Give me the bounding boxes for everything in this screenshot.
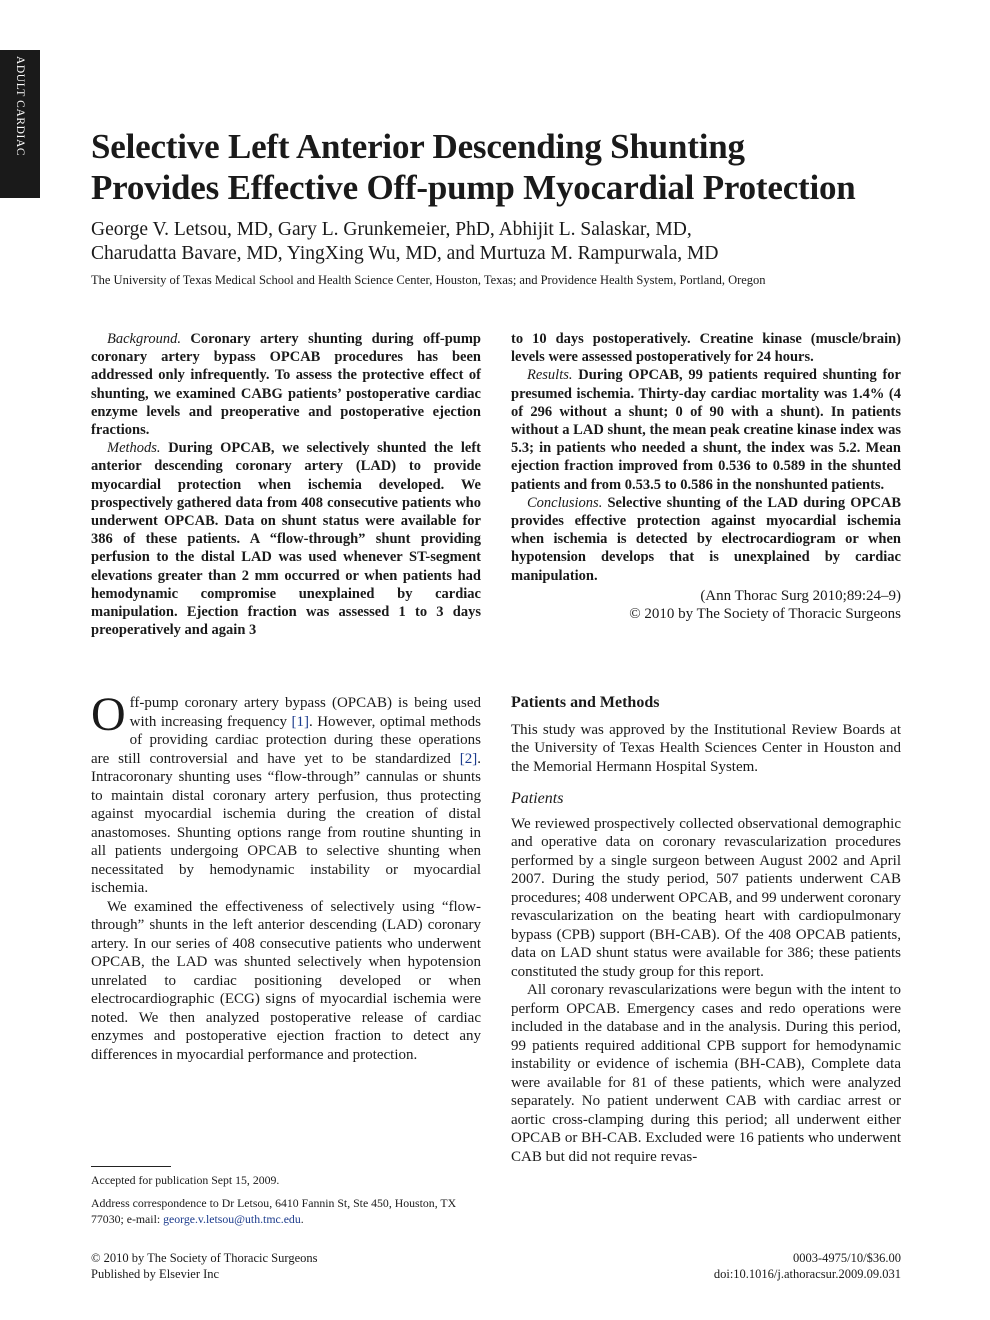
intro-column	[91, 688, 481, 1064]
methods-paragraph-2: We reviewed prospectively collected observational demographic and operative data on coronary revascularization procedures performed by a single surgeon between August 2002 and April 2007. During the study period, 507 patients underwent CAB procedures; 408 underwent OPCAB, and 99 underwent coronary revascularization on the beating heart with cardiopulmonary bypass (CPB) support (BH-CAB). Of the 408 OPCAB patients, data on LAD shunt status were available for 386; these patients constituted the study group for this report.	[511, 815, 901, 980]
abstract-right-column	[511, 330, 901, 623]
title-line-2: Provides Effective Off-pump Myocardial Protection	[91, 168, 856, 207]
abstract-left-column	[91, 330, 481, 639]
methods-heading: Patients and Methods	[511, 694, 660, 711]
author-list	[91, 218, 951, 266]
background-label: Background.	[107, 331, 181, 347]
footer-copyright: © 2010 by The Society of Thoracic Surgeons	[91, 1251, 318, 1265]
section-tab-label: ADULT CARDIAC	[14, 56, 26, 157]
footer-left	[91, 1250, 317, 1282]
footer-publisher: Published by Elsevier Inc	[91, 1267, 220, 1281]
abstract-results: Results. During OPCAB, 99 patients required shunting for presumed ischemia. Thirty-day cardiac mortality was 1.4% (4 of 296 without a shunt; 0 of 90 with a shunt). In patients without a LAD shunt, the mean peak creatine kinase index was 5.3; in patients who needed a shunt, the index was 5.2. Mean ejection fraction improved from 0.536 to 0.589 in the shunted patients and from 0.53.5 to 0.586 in the nonshunted patients.	[511, 367, 901, 493]
footer-doi: doi:10.1016/j.athoracsur.2009.09.031	[713, 1267, 901, 1281]
affiliation: The University of Texas Medical School and Health Science Center, Houston, Texas; and Providence Health System, Portland, Oregon	[91, 273, 766, 287]
abstract-background: Background. Coronary artery shunting during off-pump coronary artery bypass OPCAB procedures has been addressed only infrequently. To assess the protective effect of shunting, we examined CABG patients’ postoperative cardiac enzyme levels and preoperative and postoperative ejection fractions.	[91, 331, 481, 439]
methods-paragraph-1: This study was approved by the Institutional Review Boards at the University of Texas Health Sciences Center in Houston and the Memorial Hermann Hospital System.	[511, 721, 901, 775]
results-label: Results.	[527, 367, 573, 384]
citation: (Ann Thorac Surg 2010;89:24–9)	[700, 587, 901, 604]
methods-label: Methods.	[107, 440, 161, 457]
abstract-copyright: © 2010 by The Society of Thoracic Surgeons	[629, 606, 901, 623]
abstract-methods-continued: to 10 days postoperatively. Creatine kinase (muscle/brain) levels were assessed postoperatively for 24 hours.	[511, 331, 901, 366]
author-line-2: Charudatta Bavare, MD, YingXing Wu, MD, and Murtuza M. Rampurwala, MD	[91, 243, 719, 264]
footnote-divider	[91, 1166, 171, 1167]
drop-cap: O	[91, 688, 126, 741]
methods-column	[511, 694, 901, 1166]
conclusions-label: Conclusions.	[527, 494, 603, 511]
correspondence-note: Address correspondence to Dr Letsou, 6410 Fannin St, Ste 450, Houston, TX 77030; e-mail: george.v.letsou@uth.tmc.edu.	[91, 1196, 457, 1226]
intro-paragraph-2: We examined the effectiveness of selectively using “flow-through” shunts in the left anterior descending (LAD) coronary artery. In our series of 408 consecutive patients who underwent OPCAB, the LAD was shunted selectively when hypotension unrelated to cardiac positioning developed or when electrocardiographic (ECG) signs of myocardial ischemia were noted. We then analyzed postoperative release of cardiac enzymes and postoperative ejection fraction to detect any differences in myocardial performance and protection.	[91, 898, 481, 1063]
reference-link-1[interactable]: [1]	[291, 713, 309, 730]
footer-issn: 0003-4975/10/$36.00	[793, 1251, 901, 1265]
author-line-1: George V. Letsou, MD, Gary L. Grunkemeier, PhD, Abhijit L. Salaskar, MD,	[91, 219, 692, 240]
section-tab	[0, 50, 40, 198]
methods-paragraph-3: All coronary revascularizations were begun with the intent to perform OPCAB. Emergency cases and redo operations were included in the database and in the analysis. During this period, 99 patients required additional CPB support for hemodynamic instability or evidence of ischemia (BH-CAB), Complete data were available for 81 of these patients, which were analyzed separately. No patient underwent CAB with cardiac arrest or aortic cross-clamping during this period; all underwent either OPCAB or BH-CAB. Excluded were 16 patients who underwent CAB but did not require revas-	[511, 982, 901, 1165]
intro-paragraph-1: Off-pump coronary artery bypass (OPCAB) is being used with increasing frequency [1]. However, optimal methods of providing cardiac protection during these operations are still controversial and have yet to be standardized [2]. Intracoronary shunting uses “flow-through” cannulas or shunts to maintain distal coronary artery perfusion, thus protecting against myocardial ischemia during the creation of distal anastomoses. Shunting options range from routine shunting in all patients undergoing OPCAB to selective shunting when necessitated by hemodynamic instability or myocardial ischemia.	[91, 688, 481, 896]
footer-right	[714, 1250, 901, 1282]
article-title	[91, 126, 951, 208]
email-link[interactable]: george.v.letsou@uth.tmc.edu	[163, 1212, 301, 1226]
abstract-conclusions: Conclusions. Selective shunting of the LAD during OPCAB provides effective protection against myocardial ischemia when ischemia is detected by electrocardiogram or when hypotension develops that is unexplained by cardiac manipulation.	[511, 494, 901, 584]
reference-link-2[interactable]: [2]	[459, 750, 478, 767]
accepted-note: Accepted for publication Sept 15, 2009.	[91, 1173, 280, 1187]
patients-subheading: Patients	[511, 790, 564, 807]
title-line-1: Selective Left Anterior Descending Shunting	[91, 127, 745, 166]
abstract-methods: Methods. During OPCAB, we selectively shunted the left anterior descending coronary artery (LAD) to provide myocardial protection when ischemia developed. We prospectively gathered data from 408 consecutive patients who underwent OPCAB. Data on shunt status were available for 386 of these patients. A “flow-through” shunt providing perfusion to the distal LAD was used whenever ST-segment elevations greater than 2 mm occurred or when patients had hemodynamic compromise unexplained by cardiac manipulation. Ejection fraction was assessed 1 to 3 days preoperatively and again 3	[91, 440, 481, 639]
